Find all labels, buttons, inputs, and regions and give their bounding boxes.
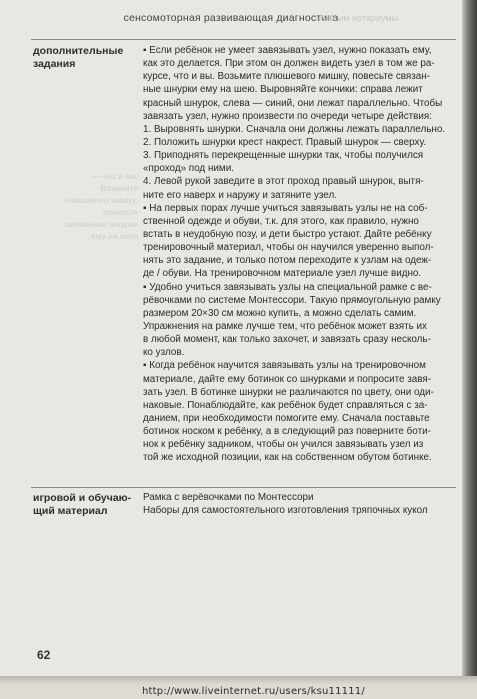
text-line: материале, дайте ему ботинок со шнурками и попросите завя-: [143, 373, 432, 385]
row-label-additional-tasks: [33, 45, 135, 71]
text-line: ботинок носком к ребёнку, а в следующий раз поверните боти-: [143, 426, 431, 438]
text-line: 1. Выровнять шнурки. Сначала они должны лежать параллельно.: [143, 123, 446, 135]
text-line: зать узел. В ботинке шнурки не различаются по цвету, они оди-: [143, 386, 434, 398]
label-line: игровой и обучаю-: [33, 492, 132, 504]
text-line: ▪ Когда ребёнок научится завязывать узлы на тренировочном: [143, 360, 426, 372]
text-line: наковые. Понаблюдайте, как ребёнок будет справляться с за-: [143, 399, 428, 411]
label-line: задания: [33, 58, 76, 70]
text-line: ко узлов.: [143, 347, 185, 359]
page-number: 62: [37, 648, 51, 662]
text-line: курсе, что и вы. Возьмите плюшевого мишку, повесьте связан-: [143, 71, 431, 83]
watermark-url[interactable]: http://www.liveinternet.ru/users/ksu11111/: [142, 686, 365, 697]
text-line: 3. Приподнять перекрещенные шнурки так, чтобы получился: [143, 150, 424, 162]
text-line: Упражнения на рамке лучше тем, что ребёнок может взять их: [143, 320, 427, 332]
text-line: 2. Положить шнурки крест накрест. Правый шнурок — сверху.: [143, 136, 427, 148]
text-line: ▪ Удобно учиться завязывать узлы на специальной рамке с ве-: [143, 281, 432, 293]
text-line: 4. Левой рукой заведите в этот проход правый шнурок, вытя-: [143, 176, 424, 188]
row-content-additional-tasks: [143, 44, 463, 465]
text-line: рёвочками по системе Монтессори. Такую прямоугольную рамку: [143, 294, 441, 306]
text-line: той же исходной позиции, как на собственном обутом ботинке.: [143, 452, 432, 464]
running-head: сенсомоторная развивающая диагностика: [123, 12, 339, 24]
text-line: данием, при необходимости помогите ему. Сначала поставьте: [143, 412, 430, 424]
text-line: де / обуви. На тренировочном материале узел лучше видно.: [143, 268, 422, 280]
text-line: ▪ На первых порах лучше учиться завязывать узлы не на соб-: [143, 202, 428, 214]
text-line: завязать узел, нужно произвести по очереди четыре действия:: [143, 110, 433, 122]
text-line: красный шнурок, слева — синий, они лежат параллельно. Чтобы: [143, 97, 443, 109]
text-line: «проход» под ними.: [143, 163, 234, 175]
text-line: нять это задание, и только потом переходите к узлам на одеж-: [143, 255, 432, 267]
text-line: размером 20×30 см можно купить, а можно сделать самим.: [143, 307, 417, 319]
text-line: как это делается. При этом он должен видеть узел в том же ра-: [143, 58, 435, 70]
faded-header-text: нежным нотариумы: [316, 13, 398, 23]
text-line: ▪ Если ребёнок не умеет завязывать узел, нужно показать ему,: [143, 45, 432, 56]
label-line: щий материал: [33, 505, 108, 517]
text-line: встать в неудобную позу, и дети быстро устают. Дайте ребёнку: [143, 228, 432, 240]
label-line: дополнительные: [33, 45, 124, 57]
book-spine: [462, 0, 477, 680]
row-label-play-material: [33, 492, 135, 518]
text-line: ные шнурки ему на шею. Выровняйте кончики: справа лежит: [143, 84, 423, 96]
table-top-rule: [31, 39, 456, 40]
row-divider-rule: [31, 487, 456, 488]
text-line: Рамка с верёвочками по Монтессори: [143, 492, 314, 503]
row-content-play-material: [143, 491, 463, 517]
text-line: ните его наверх и наружу и затяните узел.: [143, 189, 337, 201]
page-edge-shadow: [0, 676, 477, 684]
text-line: Наборы для самостоятельного изготовления тряпочных кукол: [143, 505, 428, 517]
text-line: в любой момент, как только захочет, и завязать сразу несколь-: [143, 334, 431, 346]
bleed-through-text: — что и вы. Возьмите плюшевого мишку, повесьте связанные шнурки ему на шею: [64, 171, 138, 241]
text-line: нок к ребёнку задником, чтобы он учился завязывать узел из: [143, 439, 424, 451]
text-line: ственной одежде и обуви, т.к. для этого, как правило, нужно: [143, 215, 419, 227]
text-line: тренировочный материал, чтобы он научился уверенно выпол-: [143, 242, 434, 254]
